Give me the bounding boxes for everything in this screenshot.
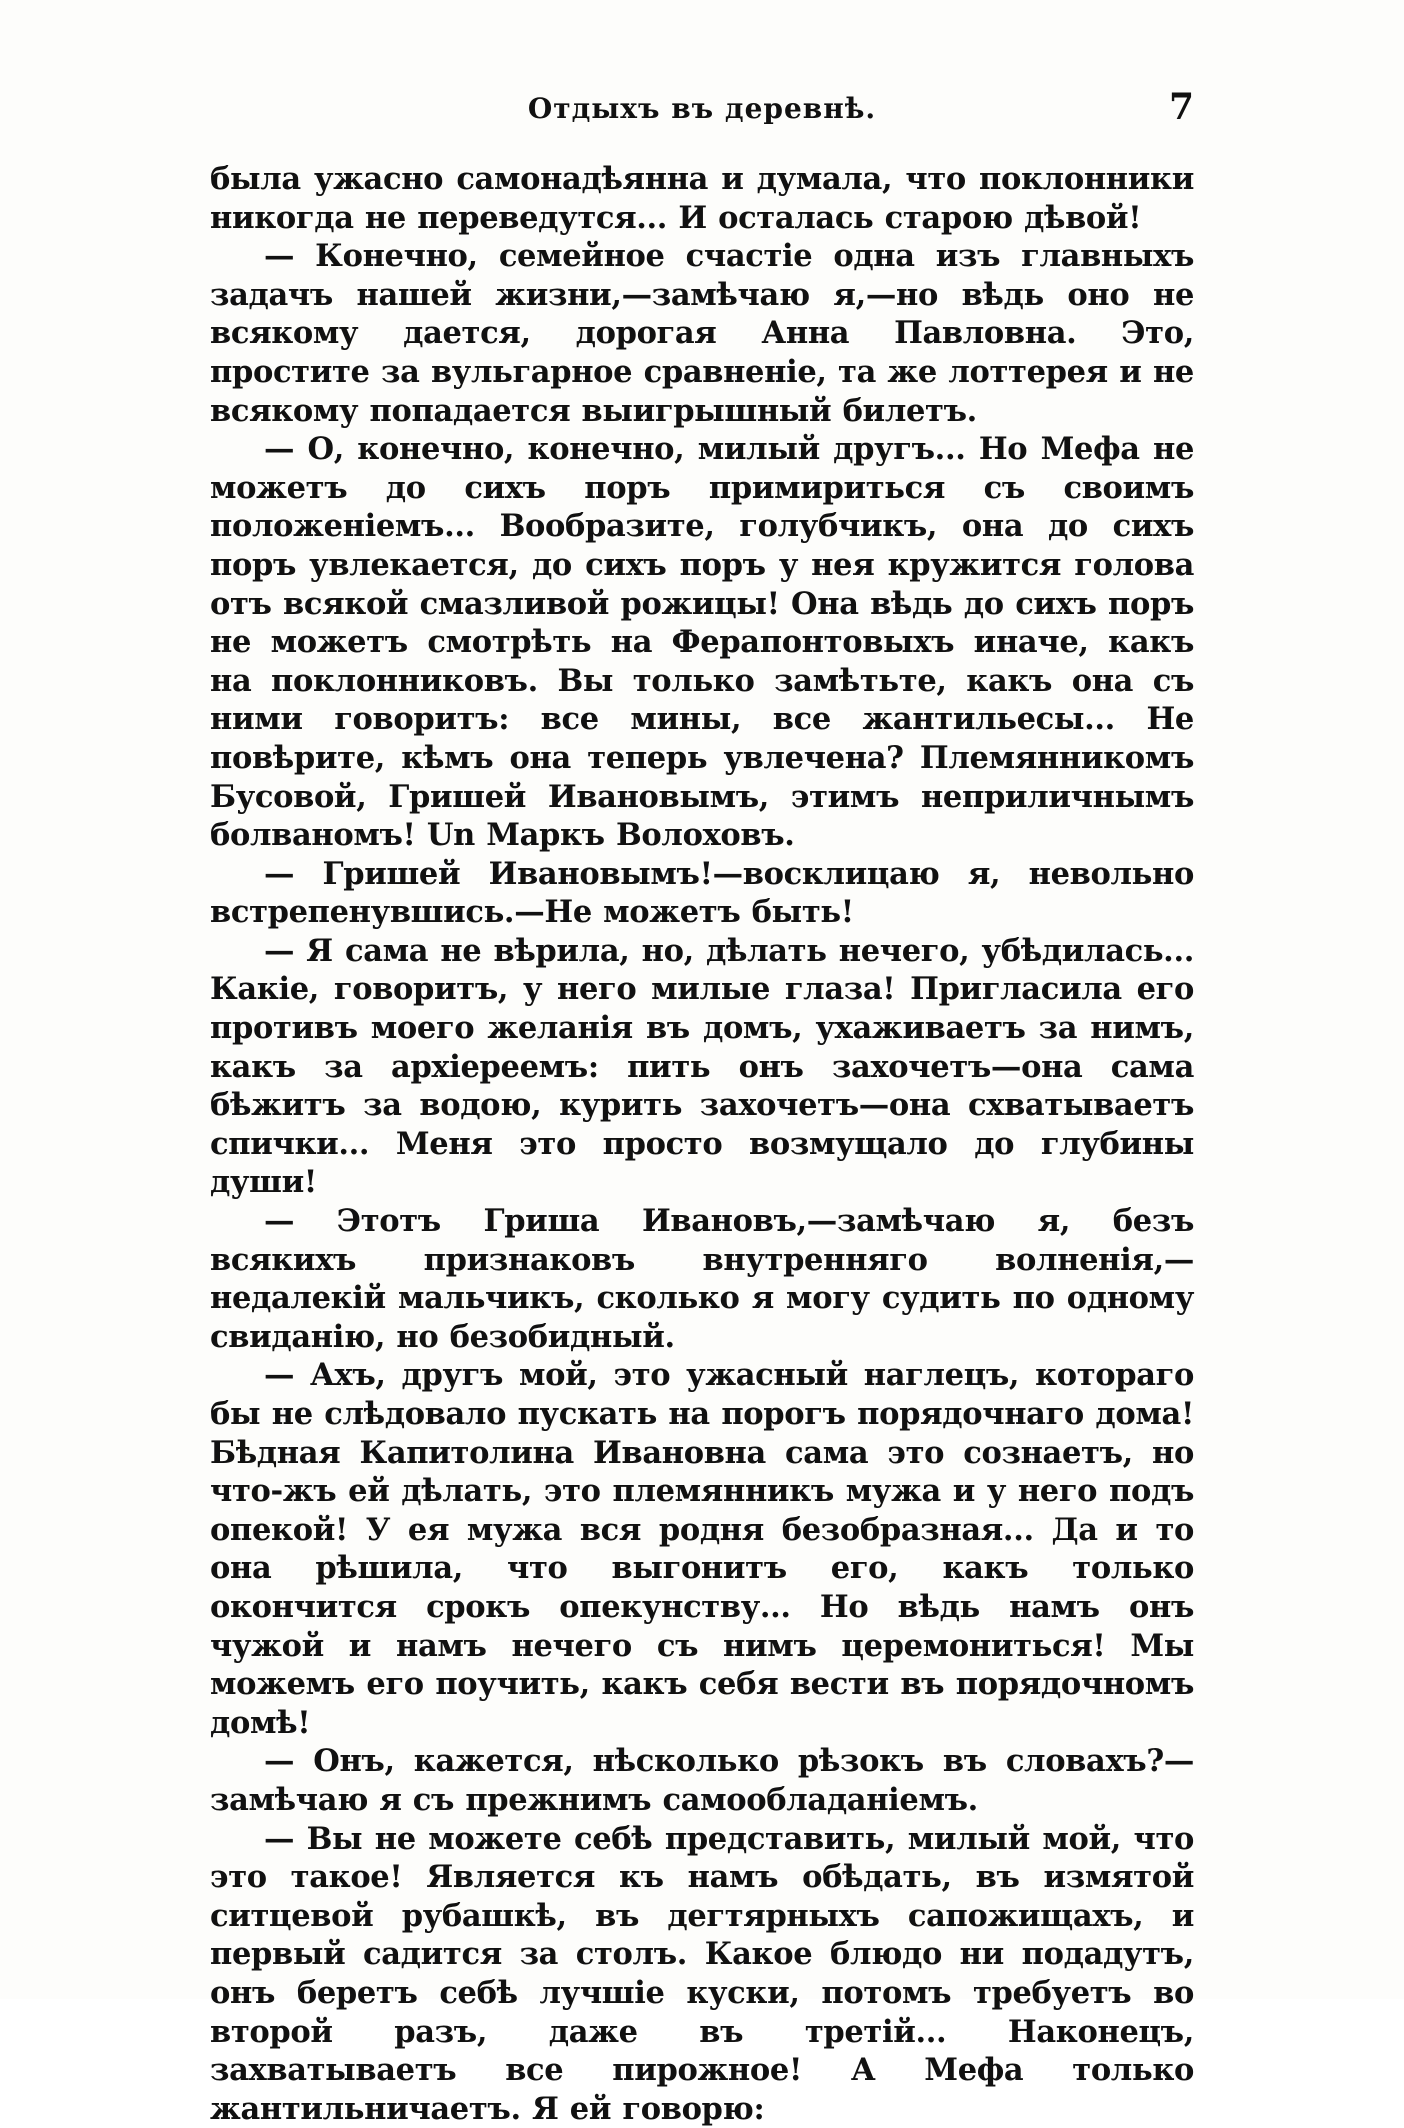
paragraph: — Онъ, кажется, нѣсколько рѣзокъ въ словахъ?—замѣчаю я съ прежнимъ самообладаніемъ. [210, 1743, 1194, 1818]
body-text [210, 160, 1194, 2128]
paragraph: была ужасно самонадѣянна и думала, что поклонники никогда не переведутся... И осталась старою дѣвой! [210, 161, 1194, 236]
page-number: 7 [1168, 86, 1194, 128]
paragraph: — Конечно, семейное счастіе одна изъ главныхъ задачъ нашей жизни,—замѣчаю я,—но вѣдь оно не всякому дается, дорогая Анна Павловна. Это, простите за вульгарное сравненіе, та же лоттерея и не всякому попадается выигрышный билетъ. [210, 238, 1194, 429]
running-header [210, 86, 1194, 132]
paragraph: — Гришей Ивановымъ!—восклицаю я, невольно встрепенувшись.—Не можетъ быть! [210, 855, 1194, 931]
paragraph: — Ахъ, другъ мой, это ужасный наглецъ, котораго бы не слѣдовало пускать на порогъ порядочнаго дома! Бѣдная Капитолина Ивановна сама это сознаетъ, но что-жъ ей дѣлать, это племянникъ мужа и у него подъ опекой! У ея мужа вся родня безобразная... Да и то она рѣшила, что выгонитъ его, какъ только окончится срокъ опекунству... Но вѣдь намъ онъ чужой и намъ нечего съ нимъ церемониться! Мы можемъ его поучить, какъ себя вести въ порядочномъ домѣ! [210, 1357, 1194, 1741]
paragraph: — Этотъ Гриша Ивановъ,—замѣчаю я, безъ всякихъ признаковъ внутренняго волненія,—недалекій мальчикъ, сколько я могу судить по одному свиданію, но безобидный. [210, 1203, 1194, 1355]
paragraph: — Вы не можете себѣ представить, милый мой, что это такое! Является къ намъ обѣдать, въ измятой ситцевой рубашкѣ, въ дегтярныхъ сапожищахъ, и первый садится за столъ. Какое блюдо ни подадутъ, онъ беретъ себѣ лучшіе куски, потомъ требуетъ во второй разъ, даже въ третій... Наконецъ, захватываетъ все пирожное! А Мефа только жантильничаетъ. Я ей говорю: [210, 1820, 1194, 2127]
paragraph: — О, конечно, конечно, милый другъ... Но Мефа не можетъ до сихъ поръ примириться съ своимъ положеніемъ... Вообразите, голубчикъ, она до сихъ поръ увлекается, до сихъ поръ у нея кружится голова отъ всякой смазливой рожицы! Она вѣдь до сихъ поръ не можетъ смотрѣть на Ферапонтовыхъ иначе, какъ на поклонниковъ. Вы только замѣтьте, какъ она съ ними говоритъ: все мины, все жантильесы... Не повѣрите, кѣмъ она теперь увлечена? Племянникомъ Бусовой, Гришей Ивановымъ, этимъ неприличнымъ болваномъ! Un Маркъ Волоховъ. [210, 431, 1194, 854]
paragraph: — Я сама не вѣрила, но, дѣлать нечего, убѣдилась... Какіе, говоритъ, у него милые глаза! Пригласила его противъ моего желанія въ домъ, ухаживаетъ за нимъ, какъ за архіереемъ: пить онъ захочетъ—она сама бѣжитъ за водою, курить захочетъ—она схватываетъ спички... Меня это просто возмущало до глубины души! [210, 932, 1194, 1201]
running-title: Отдыхъ въ деревнѣ. [527, 92, 877, 125]
